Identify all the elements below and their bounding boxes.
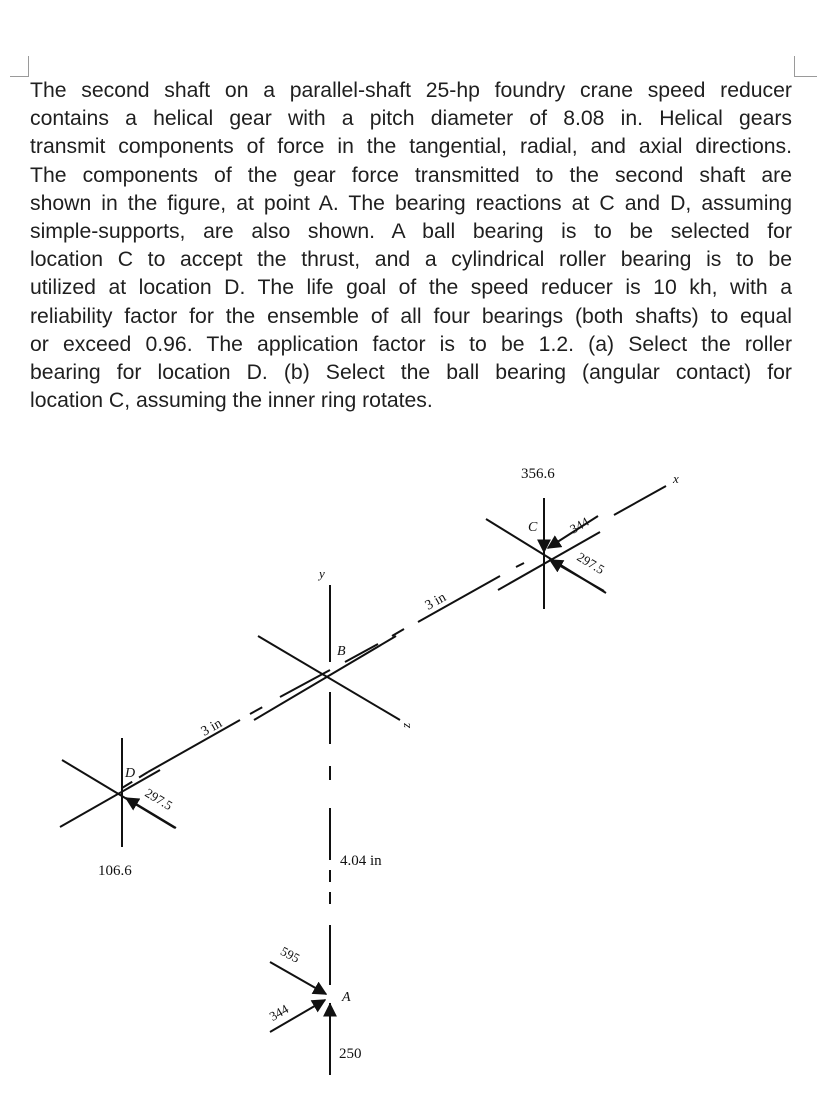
axis-label-y: y (319, 566, 325, 581)
problem-line: location C to accept the thrust, and a cylindrical roller bearing is to be (30, 248, 792, 272)
problem-line: simple-supports, are also shown. A ball bearing is to be selected for (30, 220, 792, 244)
problem-line: or exceed 0.96. The application factor is to be 1.2. (a) Select the roller (30, 332, 792, 356)
problem-line: The second shaft on a parallel-shaft 25-hp foundry crane speed reducer (30, 79, 792, 102)
problem-line: utilized at location D. The life goal of the speed reducer is 10 kh, with a (30, 276, 792, 300)
problem-line: contains a helical gear with a pitch diameter of 8.08 in. Helical gears (30, 107, 792, 131)
dimension-dc-span: 3 in (198, 716, 225, 740)
problem-line: transmit components of force in the tangential, radial, and axial directions. (30, 135, 792, 159)
problem-line: reliability factor for the ensemble of all four bearings (both shafts) to equal (30, 304, 792, 328)
point-label-c: C (528, 520, 538, 535)
point-label-b: B (337, 644, 346, 659)
gear-b-location (254, 585, 400, 720)
dimension-bc-span: 3 in (422, 590, 449, 614)
force-label-a-vertical: 250 (339, 1046, 362, 1062)
point-label-d: D (125, 766, 136, 781)
problem-line: bearing for location D. (b) Select the ball bearing (angular contact) for (30, 361, 792, 385)
problem-line: shown in the figure, at point A. The bearing reactions at C and D, assuming (30, 191, 792, 215)
point-label-a: A (342, 990, 351, 1005)
axis-label-z: z (398, 722, 413, 728)
problem-line: The components of the gear force transmitted to the second shaft are (30, 163, 792, 187)
force-label-c-axial: 344 (567, 513, 592, 537)
force-label-c-vertical: 356.6 (521, 466, 555, 482)
force-label-d-radial: 297.5 (142, 785, 176, 813)
force-label-a-tangential: 595 (278, 943, 303, 966)
force-label-d-vertical: 106.6 (98, 863, 132, 879)
problem-line: location C, assuming the inner ring rotates. (30, 389, 433, 413)
force-label-c-radial: 297.5 (574, 549, 608, 577)
force-label-a-axial: 344 (266, 1001, 291, 1024)
axis-label-x: x (673, 471, 679, 486)
force-arrow-a-tangential (270, 962, 326, 994)
dimension-ab-length: 4.04 in (340, 853, 382, 869)
